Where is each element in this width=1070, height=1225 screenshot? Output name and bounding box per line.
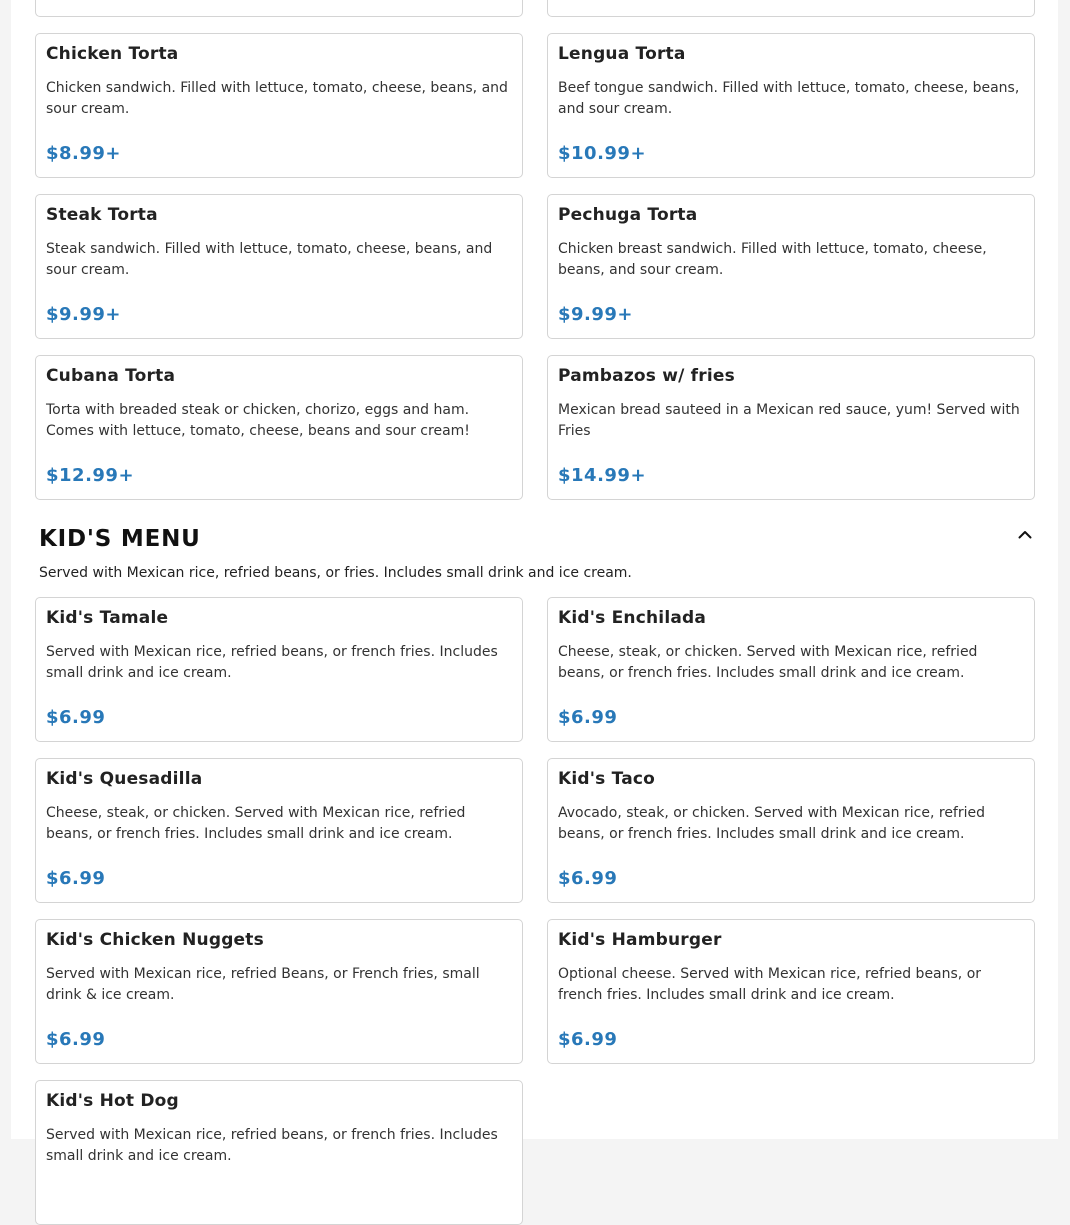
- menu-item-price: $6.99: [558, 1029, 618, 1050]
- section-subtitle: Served with Mexican rice, refried beans, or fries. Includes small drink and ice cream.: [39, 565, 632, 581]
- menu-item-card[interactable]: [547, 33, 1035, 178]
- menu-item-name: Kid's Chicken Nuggets: [46, 930, 264, 950]
- menu-item-price: $10.99+: [558, 143, 647, 164]
- menu-item-name: Chicken Torta: [46, 44, 179, 64]
- menu-item-price: $6.99: [46, 1029, 106, 1050]
- menu-item-price: $6.99: [46, 707, 106, 728]
- menu-item-card[interactable]: [547, 597, 1035, 742]
- menu-item-description: Served with Mexican rice, refried beans, or french fries. Includes small drink and ice cream.: [46, 1127, 498, 1164]
- menu-item-price: $14.99+: [558, 465, 647, 486]
- menu-item-name: Kid's Enchilada: [558, 608, 707, 628]
- menu-page: [11, 0, 1058, 1164]
- menu-item-card[interactable]: [35, 1080, 523, 1225]
- menu-item-card[interactable]: [35, 758, 523, 903]
- menu-item-card[interactable]: [35, 33, 523, 178]
- menu-item-description: Cheese, steak, or chicken. Served with Mexican rice, refried beans, or french fries. Includes small drink and ice cream.: [558, 644, 978, 681]
- menu-item-card[interactable]: [35, 919, 523, 1064]
- menu-item-card[interactable]: [547, 0, 1035, 17]
- menu-item-description: Cheese, steak, or chicken. Served with Mexican rice, refried beans, or french fries. Includes small drink and ice cream.: [46, 805, 466, 842]
- menu-item-description: Served with Mexican rice, refried beans, or french fries. Includes small drink and ice cream.: [46, 644, 498, 681]
- menu-item-name: Kid's Hot Dog: [46, 1091, 179, 1111]
- menu-item-description: Served with Mexican rice, refried Beans, or French fries, small drink & ice cream.: [46, 966, 480, 1003]
- menu-item-card[interactable]: [35, 355, 523, 500]
- menu-item-price: $9.99+: [558, 304, 634, 325]
- menu-item-description: Beef tongue sandwich. Filled with lettuce, tomato, cheese, beans, and sour cream.: [558, 80, 1020, 117]
- menu-item-description: Steak sandwich. Filled with lettuce, tomato, cheese, beans, and sour cream.: [46, 241, 493, 278]
- menu-item-description: Optional cheese. Served with Mexican rice, refried beans, or french fries. Includes small drink and ice cream.: [558, 966, 982, 1003]
- menu-item-price: $6.99: [558, 868, 618, 889]
- chevron-up-icon: [1018, 530, 1032, 539]
- collapse-section-button[interactable]: [1014, 525, 1036, 543]
- menu-item-price: $8.99+: [46, 143, 122, 164]
- menu-item-name: Kid's Hamburger: [558, 930, 722, 950]
- menu-item-description: Mexican bread sauteed in a Mexican red sauce, yum! Served with Fries: [558, 402, 1020, 439]
- menu-item-description: Torta with breaded steak or chicken, chorizo, eggs and ham. Comes with lettuce, tomato, cheese, beans and sour cream!: [46, 402, 470, 439]
- menu-item-price: $6.99: [46, 868, 106, 889]
- menu-item-name: Lengua Torta: [558, 44, 686, 64]
- menu-item-name: Pechuga Torta: [558, 205, 698, 225]
- section-title: KID'S MENU: [39, 526, 201, 552]
- menu-item-card[interactable]: [35, 194, 523, 339]
- menu-item-price: $12.99+: [46, 465, 135, 486]
- menu-item-name: Kid's Quesadilla: [46, 769, 203, 789]
- menu-item-name: Steak Torta: [46, 205, 158, 225]
- menu-item-card[interactable]: [35, 597, 523, 742]
- menu-item-description: Chicken breast sandwich. Filled with lettuce, tomato, cheese, beans, and sour cream.: [558, 241, 987, 278]
- menu-item-name: Kid's Tamale: [46, 608, 169, 628]
- menu-item-price: $9.99+: [46, 304, 122, 325]
- menu-item-price: $6.99: [558, 707, 618, 728]
- menu-item-card[interactable]: [547, 919, 1035, 1064]
- menu-item-card[interactable]: [547, 355, 1035, 500]
- menu-item-description: Chicken sandwich. Filled with lettuce, tomato, cheese, beans, and sour cream.: [46, 80, 508, 117]
- menu-item-card[interactable]: [547, 194, 1035, 339]
- menu-item-description: Avocado, steak, or chicken. Served with Mexican rice, refried beans, or french fries. Includes small drink and ice cream.: [558, 805, 985, 842]
- menu-item-card[interactable]: [547, 758, 1035, 903]
- menu-item-name: Kid's Taco: [558, 769, 656, 789]
- menu-item-name: Cubana Torta: [46, 366, 176, 386]
- menu-item-card[interactable]: [35, 0, 523, 17]
- menu-item-name: Pambazos w/ fries: [558, 366, 735, 386]
